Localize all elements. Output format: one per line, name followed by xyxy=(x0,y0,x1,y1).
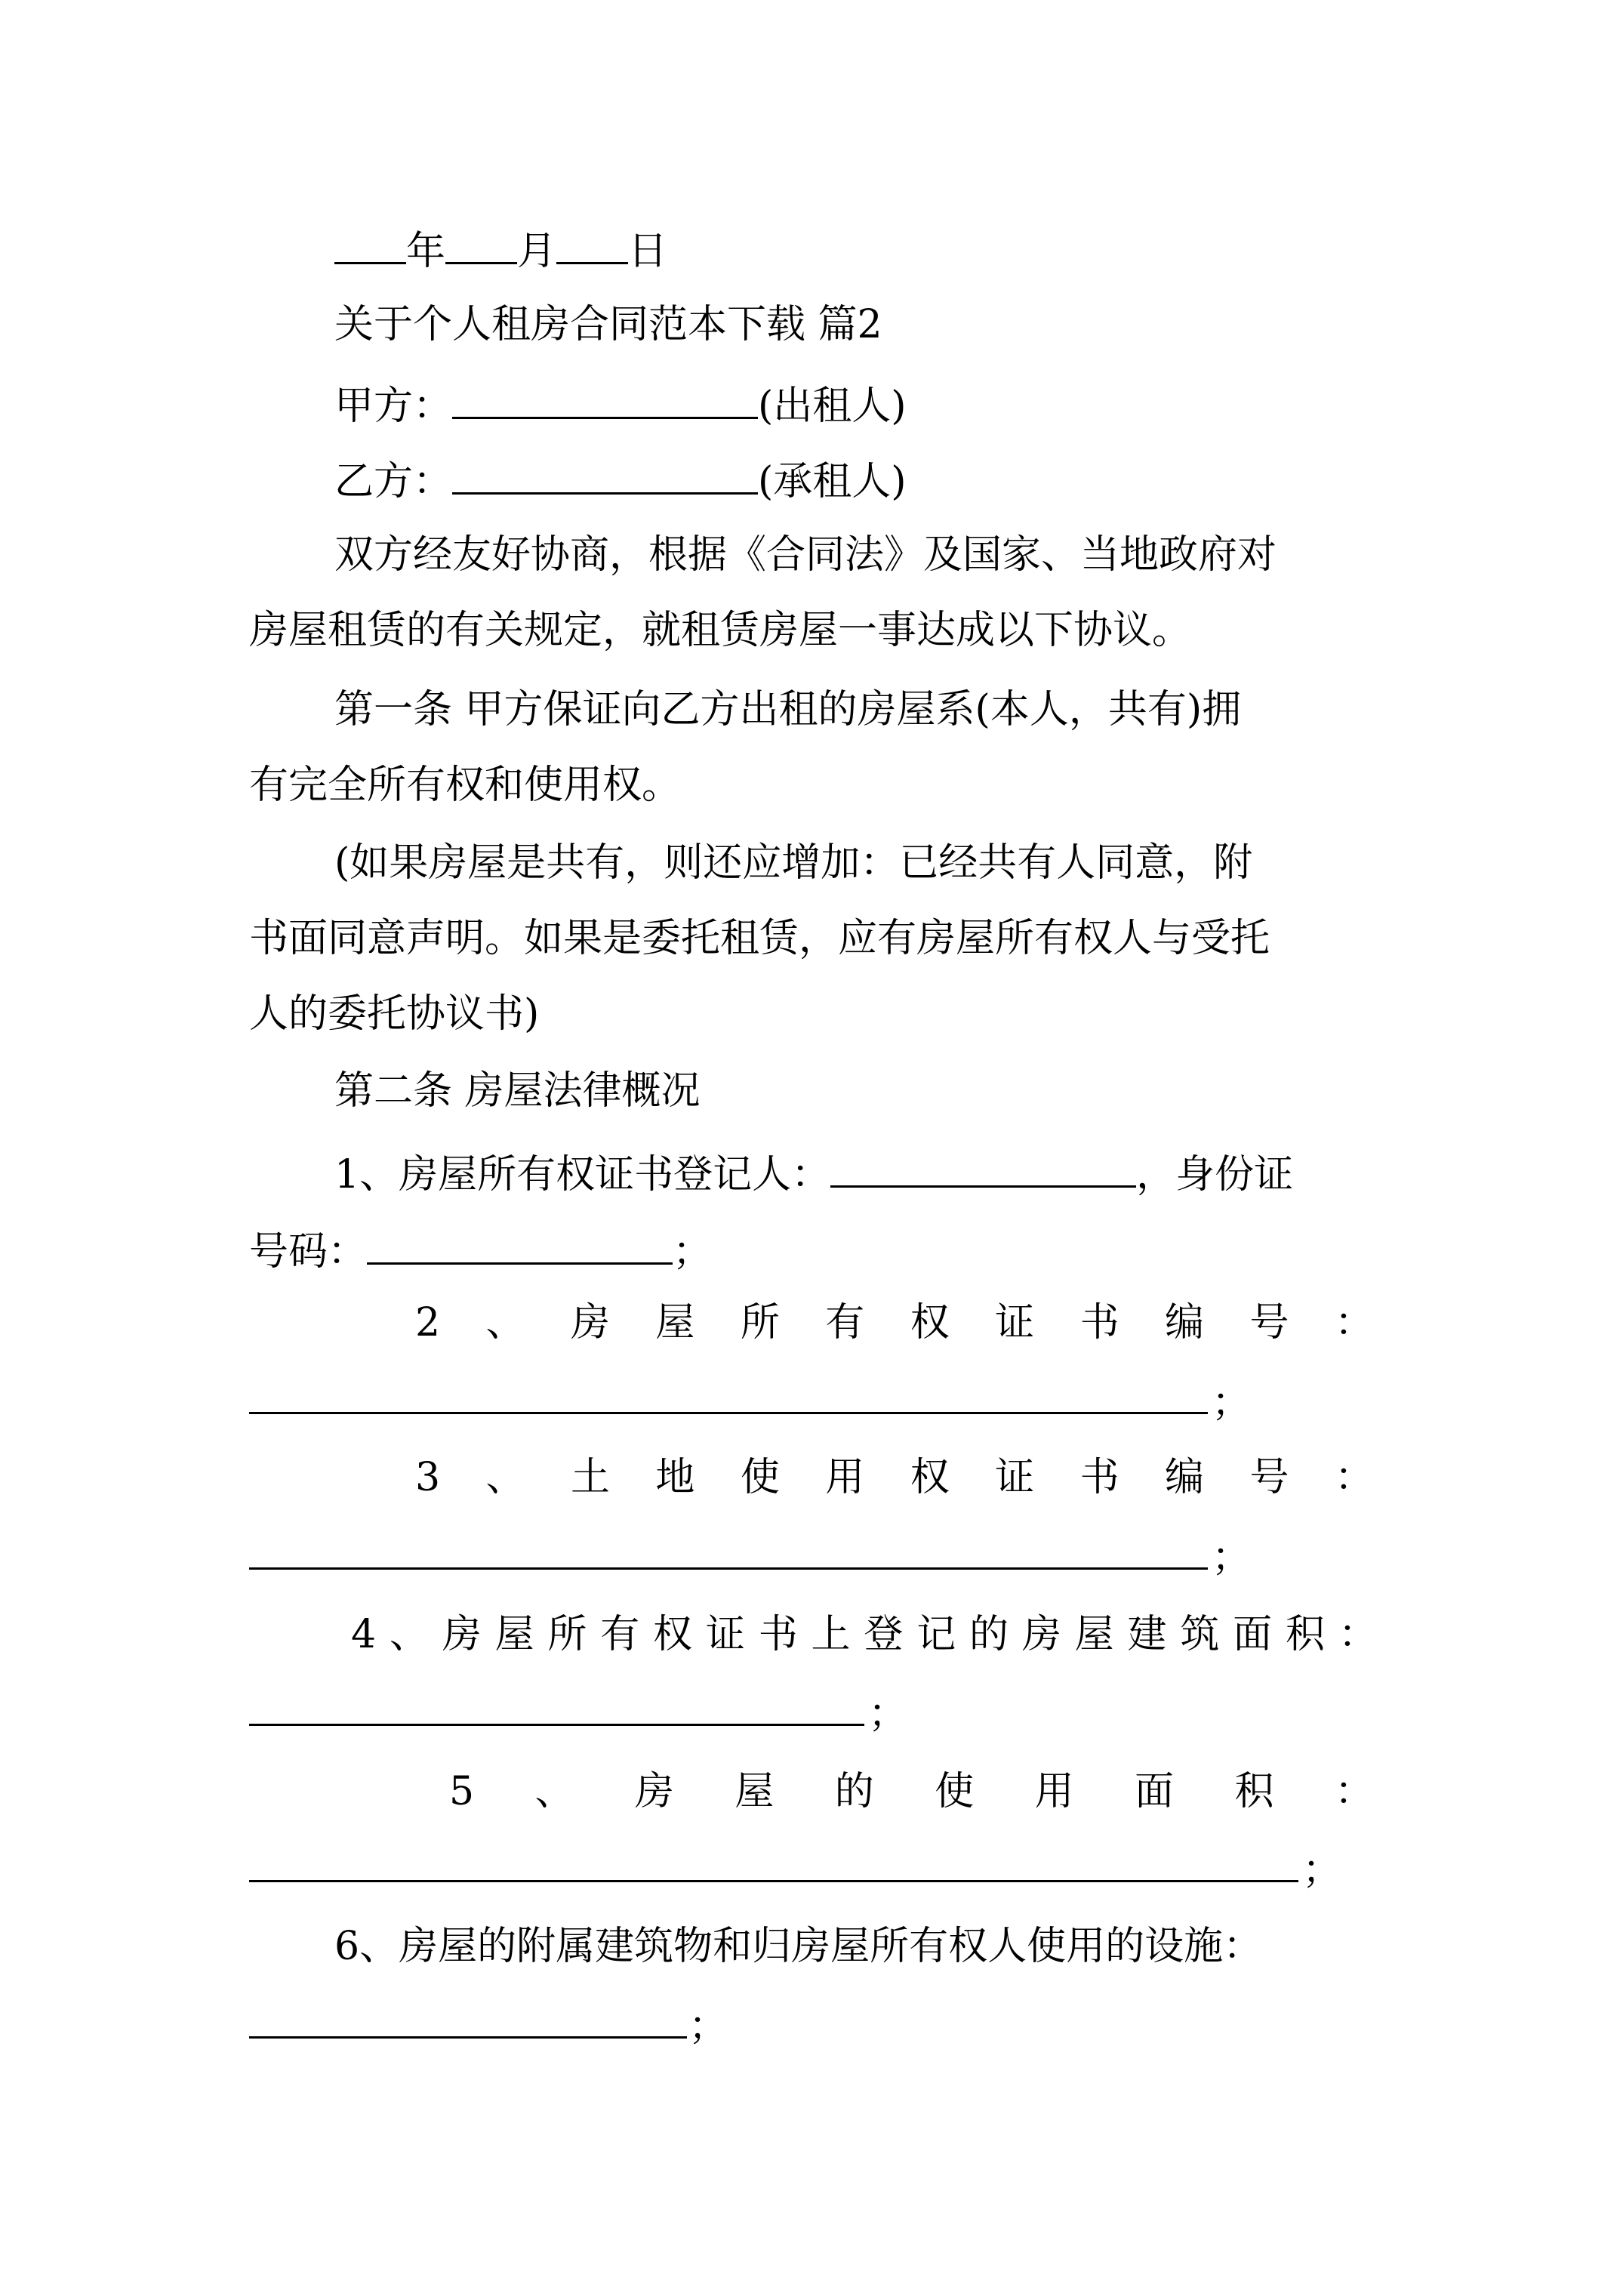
day-blank xyxy=(556,223,628,264)
party-b-role: (承租人) xyxy=(758,459,907,504)
item2-char: 所 xyxy=(740,1300,780,1345)
item2-char: 证 xyxy=(995,1300,1035,1345)
item5-char: 的 xyxy=(834,1769,874,1814)
item4-semicolon: ； xyxy=(868,1691,908,1737)
item3-char: 书 xyxy=(1079,1455,1119,1500)
item4-char: 登 xyxy=(864,1612,904,1657)
item4-char: 有 xyxy=(600,1612,640,1657)
item1-line-2 xyxy=(249,1223,712,1274)
item3-char: ： xyxy=(1334,1455,1374,1500)
item2-char: 屋 xyxy=(655,1300,695,1345)
item4-char: 房 xyxy=(1021,1612,1061,1657)
item4-char: 建 xyxy=(1127,1612,1167,1657)
section-title: 关于个人租房合同范本下载 篇2 xyxy=(334,302,882,347)
item3-line xyxy=(415,1455,1374,1500)
item5-char: 面 xyxy=(1135,1769,1175,1814)
item4-char: 积 xyxy=(1285,1612,1325,1657)
item2-char: 编 xyxy=(1165,1300,1205,1345)
item5-char: 5 xyxy=(449,1769,475,1814)
item3-char: 、 xyxy=(485,1455,525,1500)
item5-char: 、 xyxy=(534,1769,574,1814)
item5-char: ： xyxy=(1334,1769,1374,1814)
month-blank xyxy=(445,223,517,264)
item5-semicolon: ； xyxy=(1302,1848,1342,1893)
intro-line-2: 房屋租赁的有关规定，就租赁房屋一事达成以下协议。 xyxy=(249,608,1192,653)
item4-char: 权 xyxy=(653,1612,693,1657)
item4-char: 、 xyxy=(389,1612,429,1657)
item4-char: 记 xyxy=(916,1612,956,1657)
party-a-role: (出租人) xyxy=(758,384,907,429)
item4-char: 房 xyxy=(442,1612,482,1657)
item4-char: 的 xyxy=(969,1612,1009,1657)
party-b-label: 乙方： xyxy=(334,459,453,504)
article1-line-1: 第一条 甲方保证向乙方出租的房屋系(本人，共有)拥 xyxy=(334,687,1242,732)
item5-char: 屋 xyxy=(735,1769,775,1814)
party-b-line xyxy=(334,453,907,504)
item3-char: 证 xyxy=(995,1455,1035,1500)
item6-blank xyxy=(249,2036,687,2039)
party-a-label: 甲方： xyxy=(334,384,453,429)
item5-char: 积 xyxy=(1234,1769,1274,1814)
item3-char: 土 xyxy=(570,1455,610,1500)
item2-char: ： xyxy=(1334,1300,1374,1345)
item1-id-blank xyxy=(367,1223,673,1265)
item1-semicolon: ； xyxy=(673,1229,713,1274)
item4-char: 屋 xyxy=(494,1612,534,1657)
month-label: 月 xyxy=(517,229,557,274)
item1-registrant-blank xyxy=(830,1146,1136,1188)
item1-id-label: 号码： xyxy=(249,1229,368,1274)
item5-char: 房 xyxy=(634,1769,674,1814)
item1-line-1 xyxy=(334,1146,1293,1197)
item3-blank xyxy=(249,1567,1208,1570)
item1-suffix: ，身份证 xyxy=(1136,1152,1294,1197)
note-line-3: 人的委托协议书) xyxy=(249,991,540,1037)
item4-char: 证 xyxy=(705,1612,745,1657)
item5-char: 使 xyxy=(935,1769,975,1814)
item4-char: 书 xyxy=(758,1612,798,1657)
item5-char: 用 xyxy=(1034,1769,1074,1814)
item4-char: 面 xyxy=(1233,1612,1273,1657)
article1-line-2: 有完全所有权和使用权。 xyxy=(249,763,682,808)
item2-char: 书 xyxy=(1079,1300,1119,1345)
note-line-1: (如果房屋是共有，则还应增加：已经共有人同意，附 xyxy=(334,840,1253,886)
item3-char: 号 xyxy=(1249,1455,1289,1500)
note-line-2: 书面同意声明。如果是委托租赁，应有房屋所有权人与受托 xyxy=(249,916,1270,961)
item4-char: 所 xyxy=(547,1612,587,1657)
item2-blank xyxy=(249,1412,1208,1414)
item4-char: 上 xyxy=(811,1612,851,1657)
article2-title: 第二条 房屋法律概况 xyxy=(334,1068,701,1114)
item4-char: 筑 xyxy=(1180,1612,1220,1657)
party-b-blank xyxy=(452,453,758,495)
item6-line: 6、房屋的附属建筑物和归房屋所有权人使用的设施： xyxy=(334,1924,1263,1969)
party-a-line xyxy=(334,378,907,429)
item4-blank xyxy=(249,1724,864,1726)
item2-semicolon: ； xyxy=(1212,1380,1252,1425)
year-blank xyxy=(334,223,406,264)
item5-blank xyxy=(249,1880,1298,1882)
date-line xyxy=(334,223,667,274)
item3-char: 编 xyxy=(1165,1455,1205,1500)
day-label: 日 xyxy=(628,229,668,274)
item3-char: 3 xyxy=(415,1455,441,1500)
item4-line xyxy=(351,1612,1378,1657)
item6-semicolon: ； xyxy=(688,2004,728,2049)
item2-char: 、 xyxy=(485,1300,525,1345)
intro-line-1: 双方经友好协商，根据《合同法》及国家、当地政府对 xyxy=(334,532,1277,578)
item4-char: 屋 xyxy=(1074,1612,1114,1657)
item5-line xyxy=(449,1769,1374,1814)
year-label: 年 xyxy=(406,229,446,274)
item1-prefix: 1、房屋所有权证书登记人： xyxy=(334,1152,831,1197)
item2-line xyxy=(415,1300,1374,1345)
item3-char: 使 xyxy=(740,1455,780,1500)
item2-char: 房 xyxy=(570,1300,610,1345)
item4-char: ： xyxy=(1338,1612,1378,1657)
item2-char: 权 xyxy=(910,1300,950,1345)
item3-semicolon: ； xyxy=(1212,1535,1252,1580)
item2-char: 有 xyxy=(825,1300,865,1345)
item3-char: 权 xyxy=(910,1455,950,1500)
item2-char: 号 xyxy=(1249,1300,1289,1345)
item3-char: 地 xyxy=(655,1455,695,1500)
item2-char: 2 xyxy=(415,1300,441,1345)
item4-char: 4 xyxy=(351,1612,377,1657)
item3-char: 用 xyxy=(825,1455,865,1500)
party-a-blank xyxy=(452,378,758,419)
